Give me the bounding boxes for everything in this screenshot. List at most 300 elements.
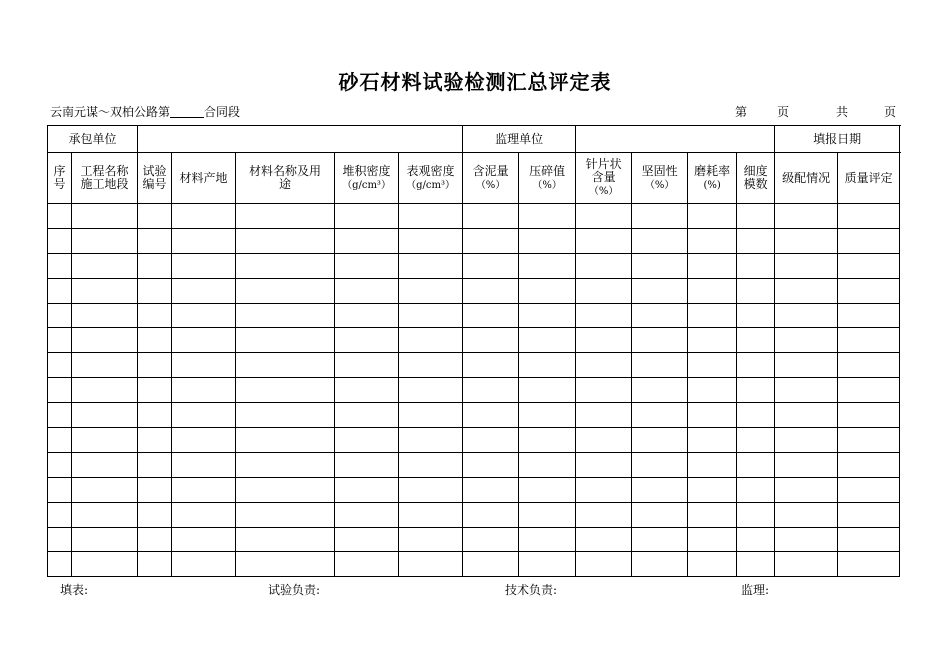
table-cell[interactable] [399, 228, 463, 253]
column-header [172, 153, 236, 204]
column-header-line: (%) [703, 179, 721, 191]
table-cell[interactable] [519, 552, 576, 577]
table-cell[interactable] [48, 552, 72, 577]
table-cell[interactable] [48, 452, 72, 477]
summary-table [47, 125, 900, 577]
column-header [838, 153, 900, 204]
table-cell[interactable] [236, 253, 335, 278]
table-cell[interactable] [463, 328, 519, 353]
table-cell[interactable] [138, 353, 172, 378]
table-cell[interactable] [775, 278, 838, 303]
table-cell[interactable] [72, 378, 138, 403]
supervisor-unit-value[interactable] [576, 126, 775, 153]
table-cell[interactable] [335, 527, 399, 552]
table-cell[interactable] [688, 303, 737, 328]
table-cell[interactable] [519, 353, 576, 378]
table-cell[interactable] [775, 452, 838, 477]
table-cell[interactable] [838, 552, 900, 577]
table-cell[interactable] [838, 378, 900, 403]
table-cell[interactable] [838, 428, 900, 453]
table-cell[interactable] [72, 278, 138, 303]
table-cell[interactable] [688, 452, 737, 477]
column-header-line: 材料产地 [179, 170, 228, 185]
table-row [48, 552, 900, 577]
column-header-line: 材料名称及用 [249, 164, 322, 178]
table-cell[interactable] [463, 278, 519, 303]
table-cell[interactable] [632, 527, 688, 552]
table-cell[interactable] [632, 328, 688, 353]
column-header [138, 153, 172, 204]
table-cell[interactable] [48, 477, 72, 502]
table-cell[interactable] [737, 502, 775, 527]
table-row [48, 477, 900, 502]
table-cell[interactable] [463, 403, 519, 428]
table-cell[interactable] [48, 278, 72, 303]
table-cell[interactable] [138, 477, 172, 502]
page-label-di: 第 [735, 105, 748, 119]
table-cell[interactable] [737, 303, 775, 328]
table-cell[interactable] [519, 403, 576, 428]
table-cell[interactable] [399, 527, 463, 552]
project-line [50, 103, 240, 120]
table-cell[interactable] [48, 378, 72, 403]
table-cell[interactable] [737, 452, 775, 477]
table-cell[interactable] [737, 353, 775, 378]
table-cell[interactable] [236, 452, 335, 477]
table-cell[interactable] [138, 278, 172, 303]
table-cell[interactable] [463, 428, 519, 453]
table-cell[interactable] [519, 204, 576, 229]
table-cell[interactable] [519, 452, 576, 477]
table-cell[interactable] [72, 303, 138, 328]
footer-test-label: 试验负责: [268, 583, 321, 597]
table-cell[interactable] [172, 228, 236, 253]
column-header-line: 堆积密度 [342, 163, 391, 178]
table-cell[interactable] [335, 278, 399, 303]
table-cell[interactable] [632, 552, 688, 577]
page-label-gong: 共 [836, 105, 849, 119]
table-cell[interactable] [775, 253, 838, 278]
table-cell[interactable] [775, 403, 838, 428]
column-header [688, 153, 737, 204]
table-cell[interactable] [138, 204, 172, 229]
table-cell[interactable] [463, 303, 519, 328]
table-cell[interactable] [399, 403, 463, 428]
table-cell[interactable] [838, 253, 900, 278]
table-cell[interactable] [138, 378, 172, 403]
table-cell[interactable] [72, 253, 138, 278]
column-header-line: 序 [53, 164, 66, 178]
table-cell[interactable] [737, 328, 775, 353]
table-cell[interactable] [172, 253, 236, 278]
table-cell[interactable] [737, 278, 775, 303]
table-cell[interactable] [72, 403, 138, 428]
table-cell[interactable] [138, 228, 172, 253]
table-cell[interactable] [838, 452, 900, 477]
table-cell[interactable] [48, 303, 72, 328]
supervisor-unit-label: 监理单位 [463, 126, 576, 153]
table-cell[interactable] [632, 253, 688, 278]
table-cell[interactable] [138, 552, 172, 577]
table-cell[interactable] [519, 228, 576, 253]
column-header [775, 153, 838, 204]
table-cell[interactable] [172, 552, 236, 577]
column-header [737, 153, 775, 204]
table-cell[interactable] [335, 403, 399, 428]
column-header-line: 表观密度 [406, 163, 455, 178]
table-row [48, 353, 900, 378]
table-cell[interactable] [399, 303, 463, 328]
table-cell[interactable] [138, 527, 172, 552]
table-cell[interactable] [576, 303, 632, 328]
table-cell[interactable] [236, 204, 335, 229]
table-cell[interactable] [576, 428, 632, 453]
table-cell[interactable] [519, 303, 576, 328]
table-cell[interactable] [632, 204, 688, 229]
table-cell[interactable] [236, 403, 335, 428]
table-cell[interactable] [463, 477, 519, 502]
table-cell[interactable] [775, 428, 838, 453]
table-row [48, 527, 900, 552]
column-header-line: 途 [279, 177, 292, 191]
table-row [48, 328, 900, 353]
table-cell[interactable] [838, 403, 900, 428]
table-cell[interactable] [236, 502, 335, 527]
table-cell[interactable] [138, 328, 172, 353]
table-cell[interactable] [737, 378, 775, 403]
table-cell[interactable] [519, 428, 576, 453]
table-cell[interactable] [335, 353, 399, 378]
table-cell[interactable] [576, 452, 632, 477]
contractor-value[interactable] [138, 126, 463, 153]
column-header-line: 含泥量 [472, 163, 509, 178]
table-cell[interactable] [576, 552, 632, 577]
column-header-line: 施工地段 [80, 177, 129, 191]
table-cell[interactable] [463, 253, 519, 278]
table-cell[interactable] [172, 403, 236, 428]
table-cell[interactable] [399, 204, 463, 229]
table-cell[interactable] [72, 328, 138, 353]
table-cell[interactable] [775, 552, 838, 577]
table-cell[interactable] [399, 328, 463, 353]
table-cell[interactable] [463, 552, 519, 577]
table-cell[interactable] [688, 477, 737, 502]
page-label-ye-2: 页 [884, 105, 897, 119]
table-cell[interactable] [463, 204, 519, 229]
table-cell[interactable] [838, 303, 900, 328]
table-cell[interactable] [236, 477, 335, 502]
column-header-row [48, 153, 900, 204]
table-cell[interactable] [775, 303, 838, 328]
column-header-line: （g/cm³） [342, 179, 391, 191]
table-cell[interactable] [335, 502, 399, 527]
table-cell[interactable] [838, 328, 900, 353]
table-cell[interactable] [48, 253, 72, 278]
table-cell[interactable] [576, 378, 632, 403]
column-header-line: 号 [53, 177, 66, 191]
table-cell[interactable] [688, 428, 737, 453]
table-cell[interactable] [138, 452, 172, 477]
column-header-line: 模数 [743, 177, 768, 191]
table-cell[interactable] [838, 228, 900, 253]
column-header-line: （%） [475, 179, 506, 191]
table-cell[interactable] [688, 228, 737, 253]
table-cell[interactable] [576, 328, 632, 353]
table-cell[interactable] [838, 353, 900, 378]
table-cell[interactable] [737, 228, 775, 253]
project-prefix: 云南元谋～双柏公路第 [50, 105, 171, 119]
table-cell[interactable] [236, 228, 335, 253]
table-cell[interactable] [172, 278, 236, 303]
table-cell[interactable] [236, 428, 335, 453]
table-row [48, 228, 900, 253]
table-cell[interactable] [172, 353, 236, 378]
table-cell[interactable] [399, 378, 463, 403]
table-row [48, 303, 900, 328]
table-cell[interactable] [335, 552, 399, 577]
table-cell[interactable] [632, 353, 688, 378]
table-cell[interactable] [138, 403, 172, 428]
column-header [48, 153, 72, 204]
column-header [576, 153, 632, 204]
table-cell[interactable] [72, 527, 138, 552]
table-cell[interactable] [463, 452, 519, 477]
table-cell[interactable] [576, 477, 632, 502]
table-cell[interactable] [335, 452, 399, 477]
column-header-line: 试验 [142, 164, 167, 178]
project-suffix: 合同段 [204, 105, 241, 119]
table-cell[interactable] [335, 228, 399, 253]
table-cell[interactable] [519, 328, 576, 353]
table-cell[interactable] [335, 428, 399, 453]
column-header [236, 153, 335, 204]
table-cell[interactable] [236, 303, 335, 328]
table-cell[interactable] [688, 502, 737, 527]
table-cell[interactable] [775, 328, 838, 353]
contractor-label: 承包单位 [48, 126, 138, 153]
table-row [48, 452, 900, 477]
table-cell[interactable] [775, 527, 838, 552]
table-cell[interactable] [72, 353, 138, 378]
table-cell[interactable] [399, 477, 463, 502]
table-cell[interactable] [688, 403, 737, 428]
table-cell[interactable] [632, 303, 688, 328]
table-cell[interactable] [172, 477, 236, 502]
table-cell[interactable] [138, 502, 172, 527]
table-cell[interactable] [576, 228, 632, 253]
table-cell[interactable] [463, 527, 519, 552]
table-cell[interactable] [519, 502, 576, 527]
table-cell[interactable] [688, 204, 737, 229]
table-cell[interactable] [72, 477, 138, 502]
table-cell[interactable] [688, 328, 737, 353]
table-cell[interactable] [775, 228, 838, 253]
table-cell[interactable] [236, 552, 335, 577]
table-cell[interactable] [138, 303, 172, 328]
table-cell[interactable] [172, 378, 236, 403]
table-row [48, 502, 900, 527]
table-cell[interactable] [335, 204, 399, 229]
table-cell[interactable] [576, 403, 632, 428]
table-cell[interactable] [48, 204, 72, 229]
footer-fill-label: 填表: [60, 583, 89, 597]
report-date-label: 填报日期 [775, 126, 900, 153]
column-header-line: （g/cm³） [406, 179, 455, 191]
table-cell[interactable] [632, 502, 688, 527]
table-cell[interactable] [519, 527, 576, 552]
column-header-line: 含量 [591, 170, 616, 184]
table-cell[interactable] [72, 452, 138, 477]
table-row [48, 253, 900, 278]
table-cell[interactable] [463, 378, 519, 403]
table-row [48, 428, 900, 453]
table-cell[interactable] [236, 527, 335, 552]
table-cell[interactable] [236, 353, 335, 378]
contract-number-blank[interactable] [170, 106, 204, 118]
table-cell[interactable] [72, 428, 138, 453]
table-cell[interactable] [737, 253, 775, 278]
table-cell[interactable] [172, 328, 236, 353]
table-cell[interactable] [463, 228, 519, 253]
table-cell[interactable] [519, 477, 576, 502]
table-cell[interactable] [632, 278, 688, 303]
table-cell[interactable] [399, 428, 463, 453]
table-cell[interactable] [399, 278, 463, 303]
table-cell[interactable] [399, 353, 463, 378]
column-header-line: 细度 [743, 164, 768, 178]
table-cell[interactable] [72, 204, 138, 229]
table-cell[interactable] [688, 378, 737, 403]
table-row [48, 403, 900, 428]
table-cell[interactable] [335, 477, 399, 502]
table-cell[interactable] [236, 328, 335, 353]
table-cell[interactable] [838, 477, 900, 502]
table-cell[interactable] [399, 253, 463, 278]
column-header-line: （%） [532, 179, 562, 191]
table-cell[interactable] [576, 253, 632, 278]
table-cell[interactable] [576, 527, 632, 552]
page-label-ye-1: 页 [777, 105, 790, 119]
table-cell[interactable] [172, 527, 236, 552]
table-cell[interactable] [335, 378, 399, 403]
table-cell[interactable] [576, 502, 632, 527]
table-cell[interactable] [632, 228, 688, 253]
table-cell[interactable] [72, 502, 138, 527]
table-cell[interactable] [335, 303, 399, 328]
table-cell[interactable] [399, 552, 463, 577]
table-cell[interactable] [688, 253, 737, 278]
table-cell[interactable] [172, 303, 236, 328]
footer-tech-label: 技术负责: [505, 583, 558, 597]
table-cell[interactable] [737, 403, 775, 428]
column-header-line: 针片状 [585, 157, 622, 171]
table-cell[interactable] [632, 403, 688, 428]
table-cell[interactable] [48, 527, 72, 552]
table-cell[interactable] [48, 428, 72, 453]
form-title: 砂石材料试验检测汇总评定表 [338, 70, 612, 94]
table-cell[interactable] [688, 353, 737, 378]
table-cell[interactable] [172, 502, 236, 527]
table-cell[interactable] [632, 378, 688, 403]
table-cell[interactable] [48, 403, 72, 428]
column-header [72, 153, 138, 204]
table-cell[interactable] [737, 204, 775, 229]
table-cell[interactable] [48, 228, 72, 253]
table-cell[interactable] [72, 228, 138, 253]
table-cell[interactable] [838, 204, 900, 229]
table-cell[interactable] [775, 353, 838, 378]
table-cell[interactable] [172, 452, 236, 477]
table-cell[interactable] [463, 502, 519, 527]
table-row [48, 378, 900, 403]
table-cell[interactable] [463, 353, 519, 378]
table-cell[interactable] [138, 253, 172, 278]
column-header-line: 工程名称 [80, 164, 129, 178]
table-cell[interactable] [335, 328, 399, 353]
table-cell[interactable] [236, 378, 335, 403]
table-cell[interactable] [688, 552, 737, 577]
table-cell[interactable] [335, 253, 399, 278]
column-header-line: 压碎值 [529, 163, 566, 178]
column-header [463, 153, 519, 204]
table-row [48, 204, 900, 229]
table-cell[interactable] [632, 428, 688, 453]
table-cell[interactable] [775, 502, 838, 527]
table-cell[interactable] [72, 552, 138, 577]
column-header-line: 质量评定 [844, 170, 893, 185]
footer-supervisor-label: 监理: [741, 583, 770, 597]
table-cell[interactable] [838, 502, 900, 527]
column-header-line: （%） [644, 179, 675, 191]
column-header [519, 153, 576, 204]
table-cell[interactable] [838, 278, 900, 303]
table-cell[interactable] [632, 477, 688, 502]
table-cell[interactable] [48, 353, 72, 378]
table-cell[interactable] [48, 502, 72, 527]
table-cell[interactable] [48, 328, 72, 353]
table-cell[interactable] [519, 378, 576, 403]
table-cell[interactable] [775, 378, 838, 403]
table-cell[interactable] [519, 253, 576, 278]
table-cell[interactable] [576, 278, 632, 303]
table-cell[interactable] [138, 428, 172, 453]
table-cell[interactable] [576, 353, 632, 378]
table-cell[interactable] [775, 204, 838, 229]
table-cell[interactable] [737, 477, 775, 502]
table-cell[interactable] [737, 428, 775, 453]
column-header-line: 级配情况 [782, 170, 831, 185]
column-header-line: 磨耗率 [694, 163, 731, 178]
column-header-line: 编号 [142, 177, 167, 191]
table-cell[interactable] [838, 527, 900, 552]
table-cell[interactable] [737, 527, 775, 552]
column-header [632, 153, 688, 204]
table-cell[interactable] [688, 278, 737, 303]
table-cell[interactable] [236, 278, 335, 303]
table-cell[interactable] [775, 477, 838, 502]
table-cell[interactable] [737, 552, 775, 577]
table-cell[interactable] [688, 527, 737, 552]
table-cell[interactable] [519, 278, 576, 303]
column-header [335, 153, 399, 204]
table-cell[interactable] [576, 204, 632, 229]
table-cell[interactable] [172, 428, 236, 453]
table-cell[interactable] [632, 452, 688, 477]
table-cell[interactable] [399, 502, 463, 527]
info-row [48, 126, 900, 153]
table-cell[interactable] [399, 452, 463, 477]
table-cell[interactable] [172, 204, 236, 229]
